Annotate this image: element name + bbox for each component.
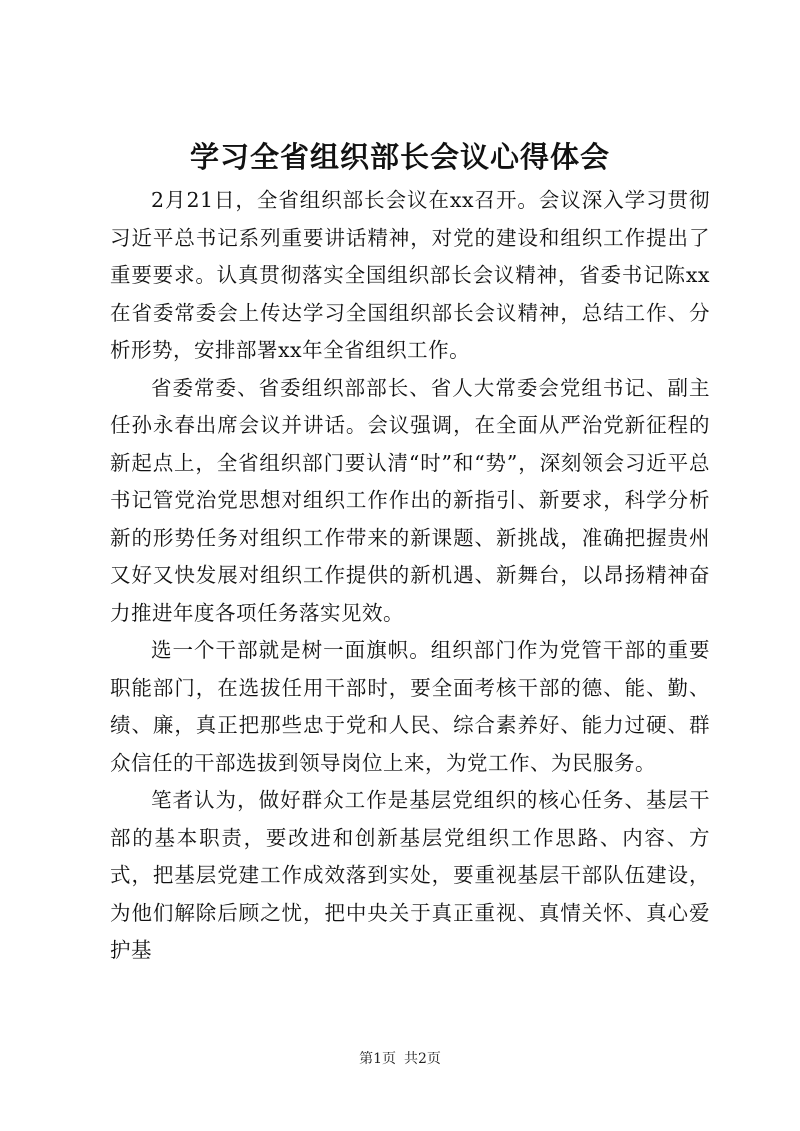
paragraph: 选一个干部就是树一面旗帜。组织部门作为党管干部的重要职能部门，在选拔任用干部时，要全面考核干部的德、能、勤、绩、廉，真正把那些忠于党和人民、综合素养好、能力过硬、群众信任的干部选拔到领导岗位上来，为党工作、为民服务。 [110,638,710,775]
paragraph: 2月21日，全省组织部长会议在xx召开。会议深入学习贯彻习近平总书记系列重要讲话精神，对党的建设和组织工作提出了重要要求。认真贯彻落实全国组织部长会议精神，省委书记陈xx在省委常委会上传达学习全国组织部长会议精神，总结工作、分析形势，安排部署xx年全省组织工作。 [110,188,710,362]
paragraph: 笔者认为，做好群众工作是基层党组织的核心任务、基层干部的基本职责，要改进和创新基层党组织工作思路、内容、方式，把基层党建工作成效落到实处，要重视基层干部队伍建设，为他们解除后顾之忧，把中央关于真正重视、真情关怀、真心爱护基 [110,788,710,962]
document-title: 学习全省组织部长会议心得体会 [189,140,610,174]
paragraph: 省委常委、省委组织部部长、省人大常委会党组书记、副主任孙永春出席会议并讲话。会议强调，在全面从严治党新征程的新起点上，全省组织部门要认清“时”和“势”，深刻领会习近平总书记管党治党思想对组织工作作出的新指引、新要求，科学分析新的形势任务对组织工作带来的新课题、新挑战，准确把握贵州又好又快发展对组织工作提供的新机遇、新舞台，以昂扬精神奋力推进年度各项任务落实见效。 [110,375,710,625]
document-body [110,182,710,970]
page-number: 第1页 [359,1051,396,1067]
page-footer [0,1049,800,1069]
total-pages: 共2页 [404,1051,441,1067]
